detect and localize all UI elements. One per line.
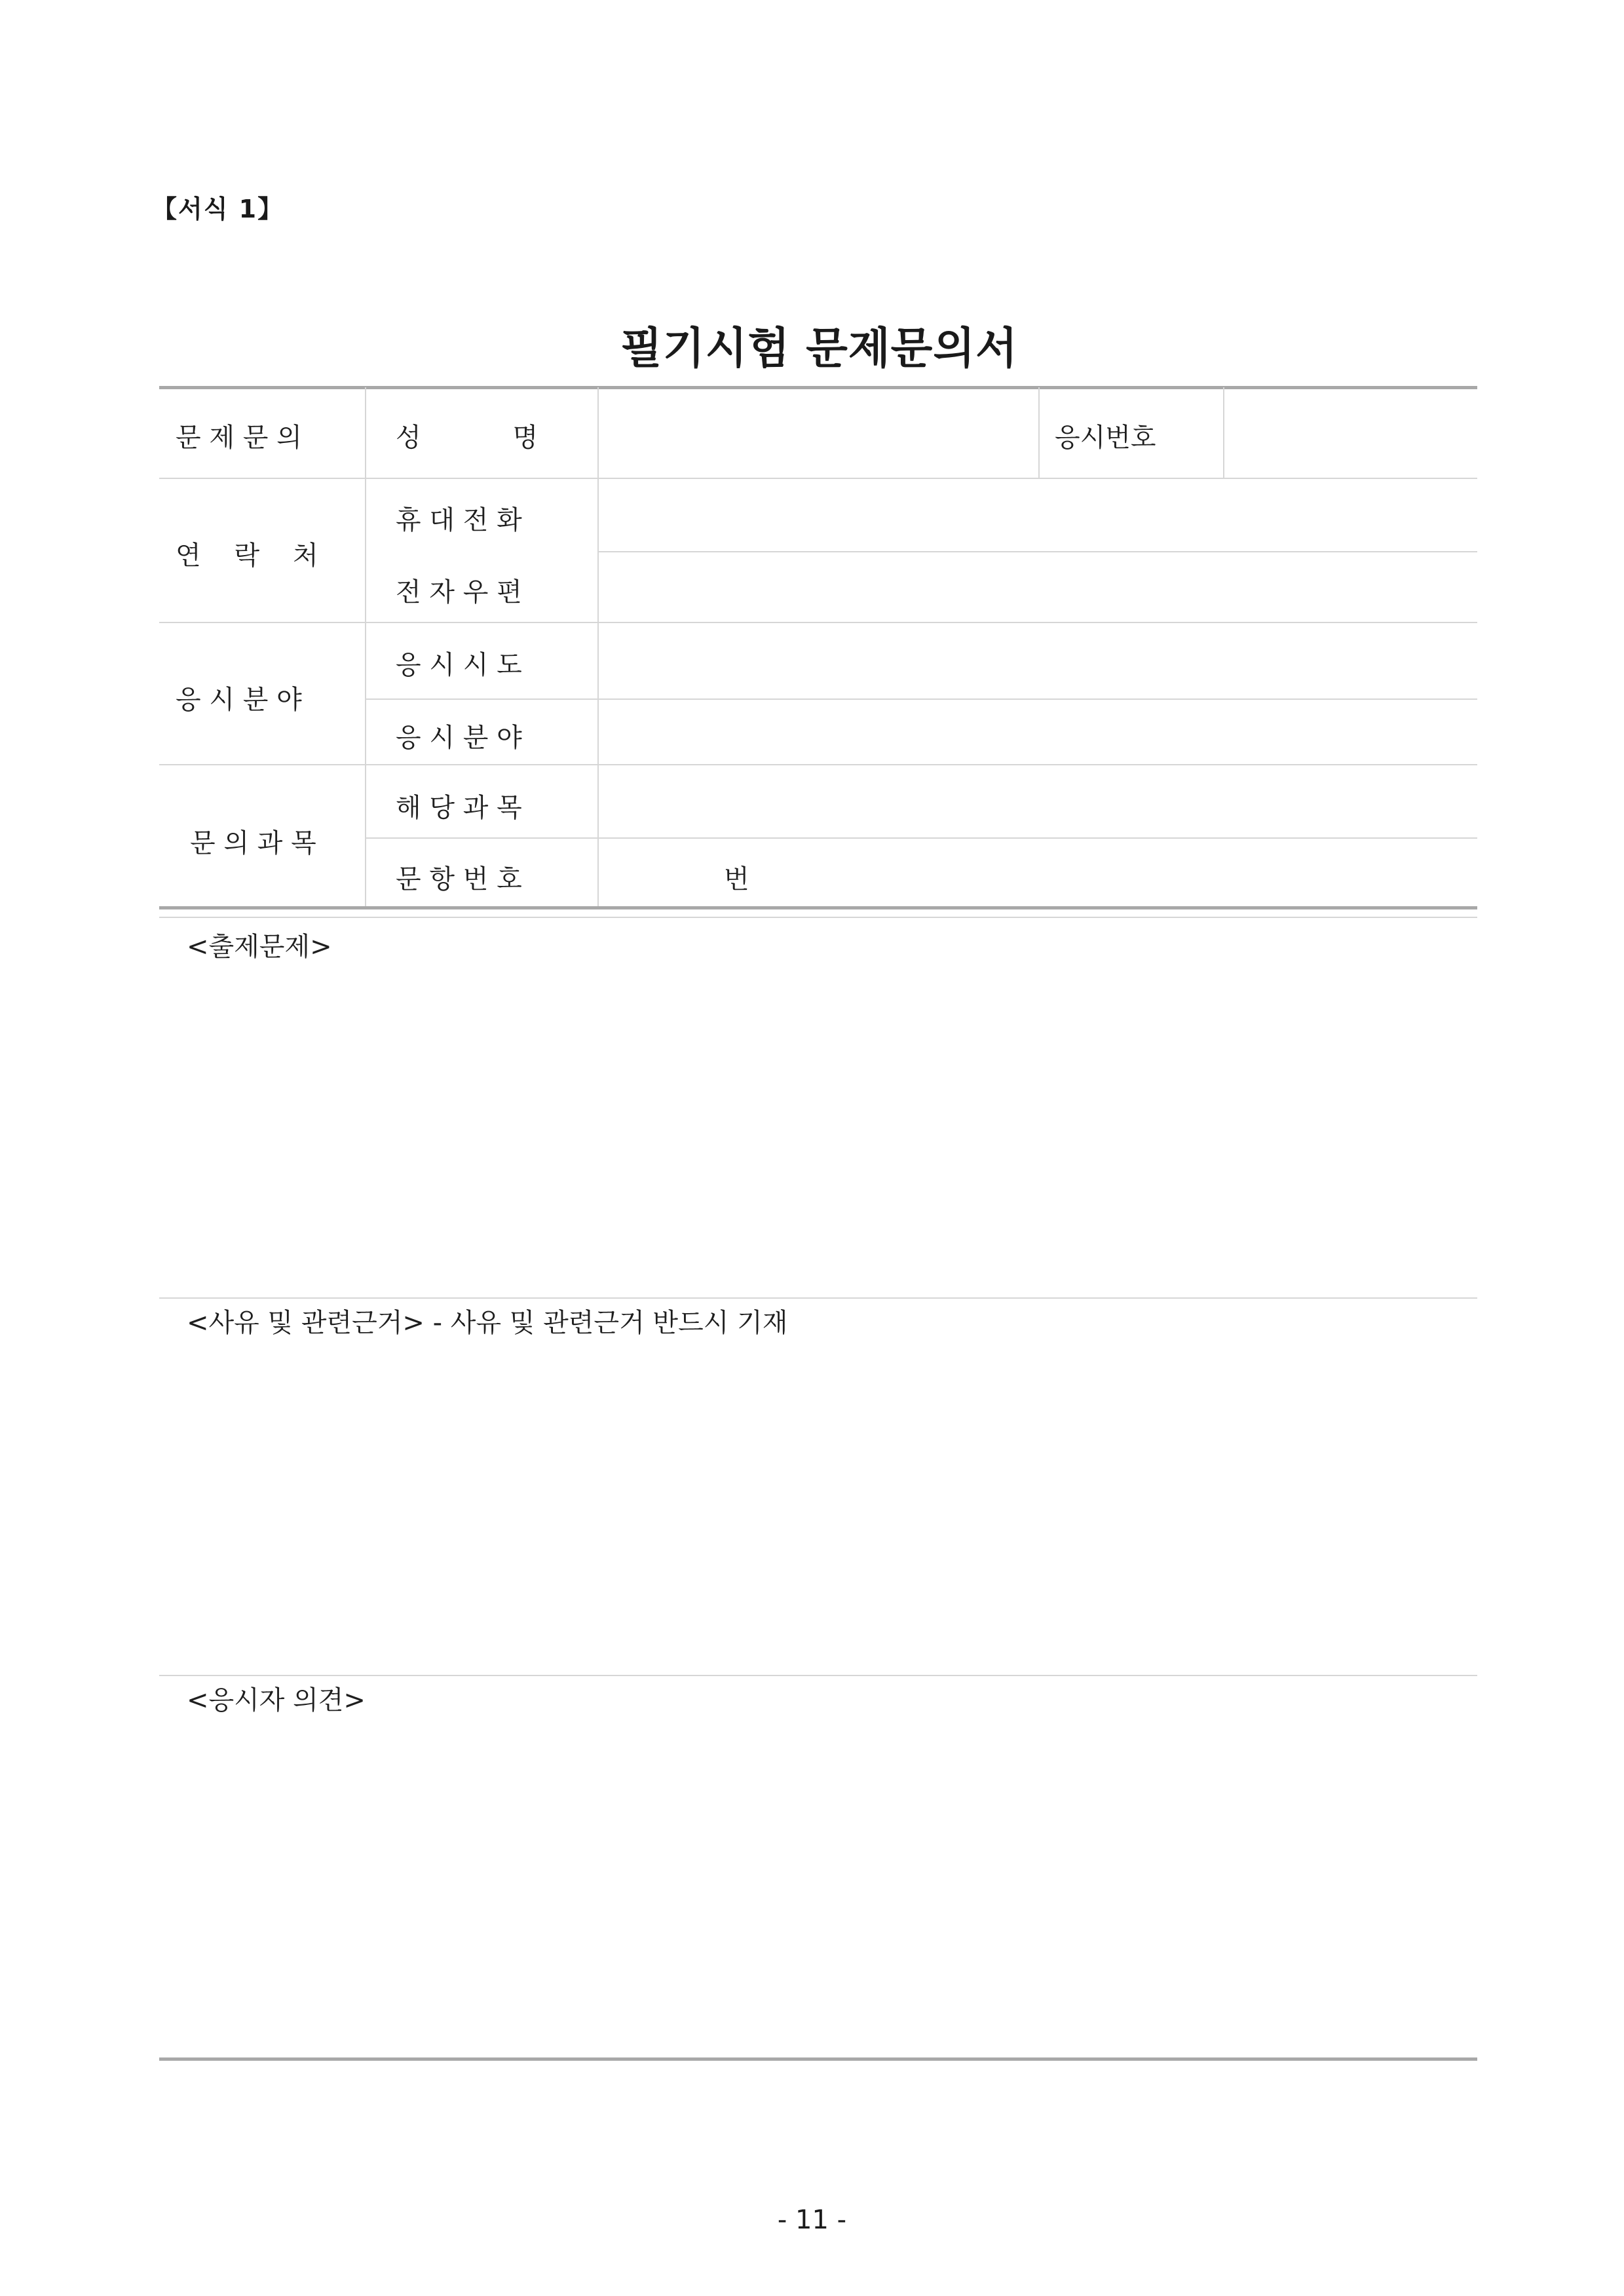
label-exam-field-group: 응 시 분 야 xyxy=(176,685,302,715)
subject-field[interactable] xyxy=(600,767,1476,836)
label-exam-province: 응 시 시 도 xyxy=(396,650,522,680)
label-subject: 해 당 과 목 xyxy=(396,793,522,823)
label-question-number: 문 항 번 호 xyxy=(396,864,522,894)
table-row-divider xyxy=(159,478,1477,479)
table-row-divider xyxy=(159,622,1477,623)
exam-field-field[interactable] xyxy=(600,701,1476,763)
reason-text-area[interactable] xyxy=(159,1337,1477,1671)
name-field[interactable] xyxy=(600,389,1037,476)
section-question: <출제문제> xyxy=(187,932,332,962)
label-subject-group: 문 의 과 목 xyxy=(190,828,316,858)
question-number-unit: 번 xyxy=(724,864,749,894)
table-subrow-divider xyxy=(366,698,1477,700)
label-inquiry-group: 문 제 문 의 xyxy=(176,423,302,453)
table-subrow-divider xyxy=(366,837,1477,839)
label-mobile-phone: 휴 대 전 화 xyxy=(396,505,522,535)
form-bottom-border xyxy=(159,2057,1477,2061)
question-text-area[interactable] xyxy=(159,960,1477,1294)
section-divider xyxy=(159,1297,1477,1299)
document-title: 필기시험 문제문의서 xyxy=(620,323,1018,373)
table-bottom-border-double xyxy=(159,917,1477,918)
label-exam-field: 응 시 분 야 xyxy=(396,723,522,753)
table-column-divider xyxy=(1038,387,1040,478)
label-name: 성 명 xyxy=(396,423,538,453)
table-column-divider xyxy=(365,387,366,906)
table-subrow-divider xyxy=(598,551,1477,552)
question-number-field[interactable] xyxy=(600,840,718,905)
table-column-divider xyxy=(597,387,599,906)
email-field[interactable] xyxy=(600,554,1476,621)
exam-province-field[interactable] xyxy=(600,624,1476,697)
section-opinion: <응시자 의견> xyxy=(187,1685,366,1715)
table-row-divider xyxy=(159,764,1477,765)
label-contact-group: 연 락 처 xyxy=(176,541,318,571)
table-bottom-border xyxy=(159,906,1477,909)
table-column-divider xyxy=(1223,387,1224,478)
mobile-phone-field[interactable] xyxy=(600,480,1476,550)
label-email: 전 자 우 편 xyxy=(396,577,522,607)
section-reason: <사유 및 관련근거> - 사유 및 관련근거 반드시 기재 xyxy=(187,1308,788,1338)
form-number-label: 【서식 1】 xyxy=(152,195,284,223)
exam-number-field[interactable] xyxy=(1226,389,1476,476)
page-number: - 11 - xyxy=(777,2205,847,2235)
section-divider xyxy=(159,1675,1477,1676)
opinion-text-area[interactable] xyxy=(159,1713,1477,2054)
label-exam-number: 응시번호 xyxy=(1055,423,1156,453)
